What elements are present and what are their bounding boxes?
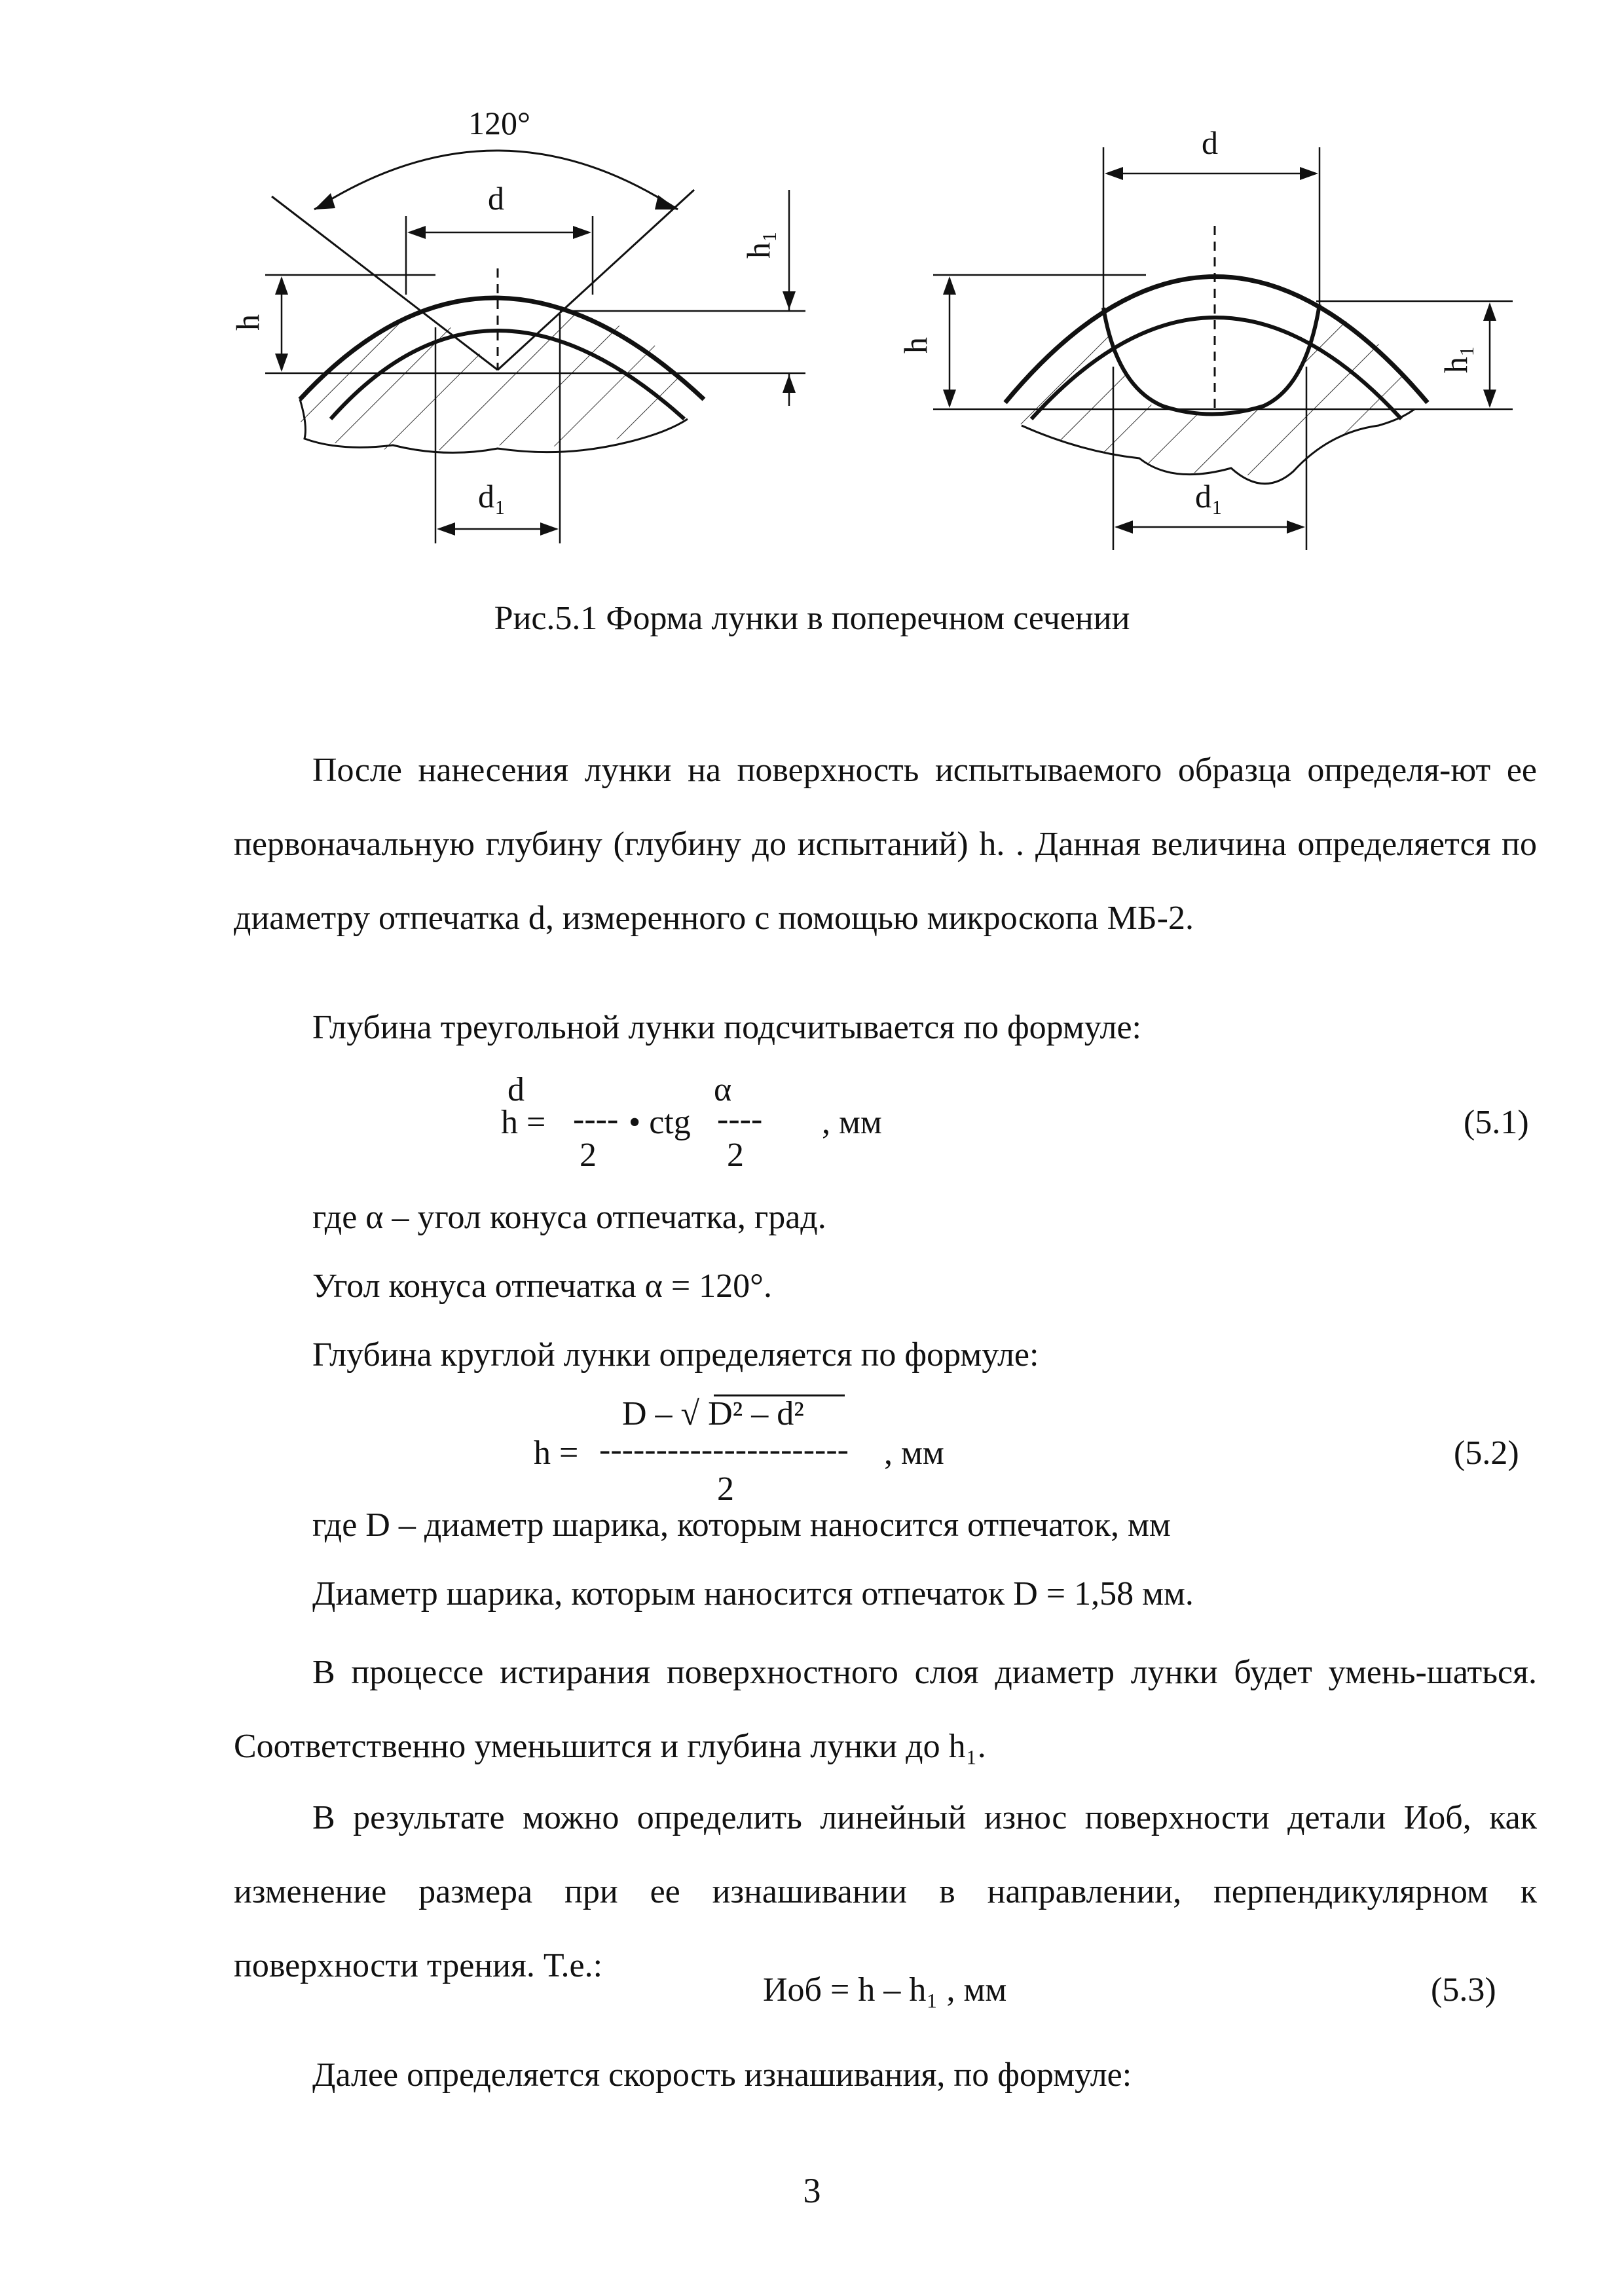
- formula-5-2-lhs: h =: [534, 1434, 579, 1472]
- sqrt-bar: [714, 1394, 845, 1396]
- paragraph-2: Глубина треугольной лунки подсчитывается по формуле:: [312, 1009, 1141, 1046]
- d1-label-right: d₁: [1195, 478, 1223, 515]
- h1-label-left: h₁: [740, 230, 777, 259]
- angle-label: 120°: [468, 105, 530, 141]
- d1-label-left: d₁: [478, 478, 506, 515]
- paragraph-9: В результате можно определить линейный износ поверхности детали Иоб, как изменение размера при ее изнашивании в направлении, перпендикулярном к поверхности трения. Т.е.:: [234, 1799, 1537, 1984]
- paragraph-6: где D – диаметр шарика, которым наносится отпечаток, мм: [312, 1506, 1171, 1544]
- d-label-right: d: [1202, 124, 1218, 161]
- page-number: 3: [803, 2171, 821, 2210]
- formula-5-2-unit: , мм: [884, 1434, 944, 1472]
- spherical-lunka-diagram: [897, 124, 1513, 550]
- paragraph-10: Далее определяется скорость изнашивания, по формуле:: [312, 2056, 1132, 2094]
- formula-5-1-ctg: • ctg: [629, 1104, 691, 1141]
- formula-5-1-num-d: d: [507, 1071, 525, 1108]
- paragraph-4: Угол конуса отпечатка α = 120°.: [312, 1267, 772, 1305]
- paragraph-8: В процессе истирания поверхностного слоя диаметр лунки будет умень-шаться. Соответственно уменьшится и глубина лунки до h₁.: [234, 1654, 1537, 1765]
- h-label-left: h: [229, 314, 266, 331]
- formula-5-2-number: (5.2): [1454, 1434, 1519, 1472]
- lunka-cross-section-figure: [0, 0, 1624, 589]
- figure-caption: Рис.5.1 Форма лунки в поперечном сечении: [494, 600, 1130, 637]
- h1-label-right: h₁: [1437, 345, 1474, 373]
- formula-5-2-frac: ----------------------: [599, 1431, 849, 1468]
- paragraph-5: Глубина круглой лунки определяется по формуле:: [312, 1336, 1039, 1374]
- h-label-right: h: [897, 337, 934, 354]
- formula-5-1-lhs: h =: [501, 1104, 546, 1141]
- formula-5-3: Иоб = h – h₁ , мм: [763, 1971, 1007, 2009]
- formula-5-2-numerator: D – √ D² – d²: [622, 1395, 804, 1432]
- d-label-left: d: [488, 180, 504, 217]
- formula-5-1-den-1: 2: [580, 1137, 597, 1174]
- formula-5-2-den: 2: [717, 1470, 734, 1508]
- formula-5-3-number: (5.3): [1431, 1971, 1496, 2009]
- formula-5-1-number: (5.1): [1464, 1104, 1529, 1141]
- formula-5-1-unit: , мм: [822, 1104, 882, 1141]
- paragraph-7: Диаметр шарика, которым наносится отпечаток D = 1,58 мм.: [312, 1575, 1194, 1613]
- paragraph-3: где α – угол конуса отпечатка, град.: [312, 1199, 826, 1236]
- formula-5-1-frac-1: ----: [573, 1101, 619, 1138]
- formula-5-1-den-2: 2: [727, 1137, 744, 1174]
- formula-5-1-frac-2: ----: [717, 1101, 763, 1138]
- triangular-lunka-diagram: [229, 105, 805, 543]
- formula-5-1-num-alpha: α: [714, 1071, 732, 1108]
- paragraph-1: После нанесения лунки на поверхность испытываемого образца определя-ют ее первоначальную глубину (глубину до испытаний) h. . Данная величина определяется по диаметру отпечатка d, измеренного с помощью микроскопа МБ-2.: [234, 752, 1537, 937]
